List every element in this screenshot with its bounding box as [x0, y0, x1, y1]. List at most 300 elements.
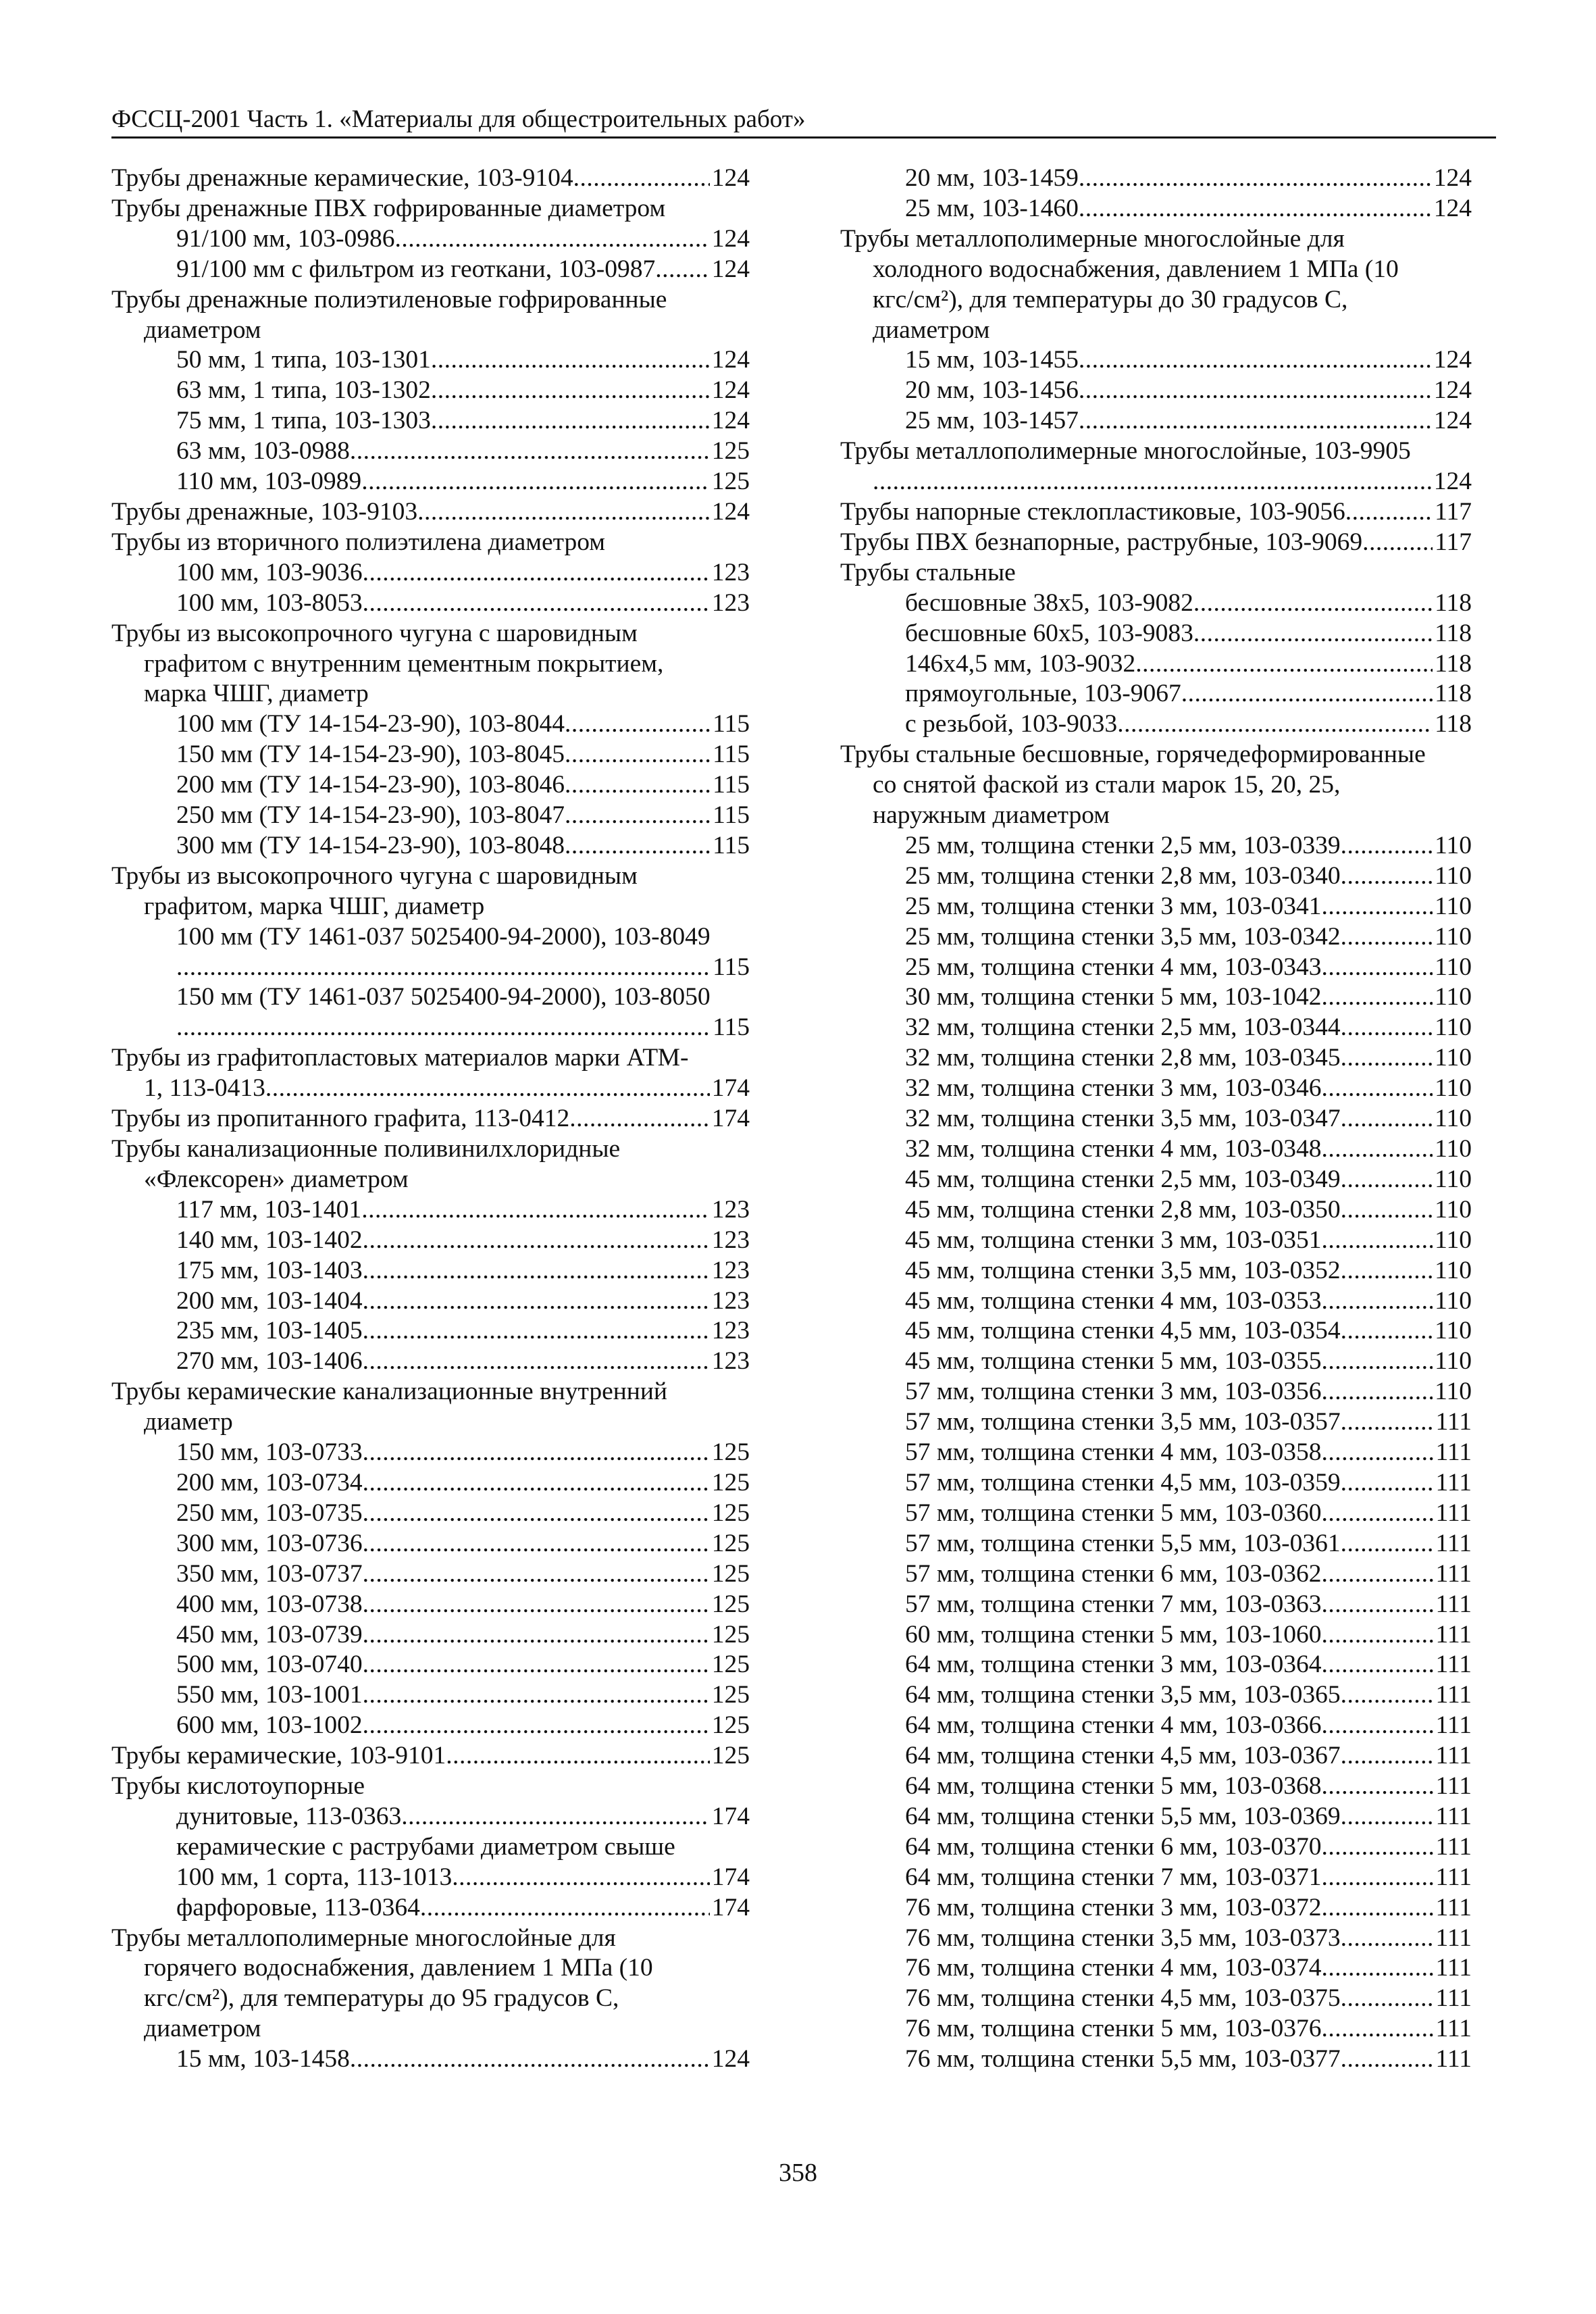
entry-text: 100 мм (ТУ 1461-037 5025400-94-2000), 103-8049 [176, 922, 711, 951]
dot-leader [1341, 922, 1433, 953]
index-entry [111, 953, 750, 983]
index-entry [840, 770, 1472, 801]
entry-page-number: 124 [711, 407, 750, 435]
dot-leader [363, 1256, 710, 1286]
index-entry [111, 982, 750, 1013]
dot-leader [1321, 1347, 1433, 1377]
dot-leader [565, 770, 711, 801]
entry-page-number: 111 [1435, 1893, 1472, 1921]
entry-text: прямоугольные, 103-9067 [905, 680, 1181, 708]
entry-text: кгс/см²), для температуры до 30 градусов С, [873, 285, 1348, 313]
entry-page-number: 123 [711, 1195, 750, 1224]
entry-text: 57 мм, толщина стенки 3,5 мм, 103-0357 [905, 1408, 1341, 1436]
index-entry [111, 861, 750, 892]
entry-page-number: 125 [711, 1651, 750, 1679]
entry-text: 250 мм, 103-0735 [176, 1499, 363, 1527]
entry-text: 32 мм, толщина стенки 3,5 мм, 103-0347 [905, 1105, 1341, 1133]
entry-page-number: 174 [711, 1074, 750, 1103]
index-entry [111, 1104, 750, 1134]
entry-text: 64 мм, толщина стенки 6 мм, 103-0370 [905, 1832, 1322, 1861]
entry-page-number: 174 [711, 1863, 750, 1891]
entry-page-number: 124 [1433, 346, 1472, 374]
entry-page-number: 111 [1435, 1954, 1472, 1982]
index-entry [840, 255, 1472, 285]
entry-page-number: 111 [1435, 1529, 1472, 1557]
entry-text: марка ЧШГ, диаметр [144, 680, 369, 708]
entry-page-number: 125 [711, 1590, 750, 1618]
entry-text: со снятой фаской из стали марок 15, 20, 25, [873, 771, 1341, 799]
index-entry [111, 922, 750, 953]
index-entry [840, 1074, 1472, 1104]
index-entry [840, 982, 1472, 1013]
entry-text: диаметром [144, 316, 261, 344]
index-entry [111, 1316, 750, 1347]
dot-leader [1117, 709, 1433, 740]
index-entry [840, 285, 1472, 316]
entry-page-number: 115 [713, 801, 750, 830]
dot-leader [1079, 406, 1432, 436]
entry-text: 450 мм, 103-0739 [176, 1620, 363, 1649]
entry-text: 76 мм, толщина стенки 4 мм, 103-0374 [905, 1954, 1322, 1982]
index-column-right [840, 164, 1472, 2075]
entry-text: 64 мм, толщина стенки 3 мм, 103-0364 [905, 1651, 1322, 1679]
entry-page-number: 110 [1435, 1105, 1472, 1133]
page-number: 358 [779, 2159, 817, 2187]
dot-leader [363, 588, 710, 619]
entry-page-number: 110 [1435, 1378, 1472, 1406]
entry-page-number: 110 [1435, 1317, 1472, 1345]
dot-leader [1341, 831, 1433, 861]
index-entry [840, 345, 1472, 376]
entry-text: 45 мм, толщина стенки 5 мм, 103-0355 [905, 1347, 1322, 1376]
entry-text: бесшовные 60х5, 103-9083 [905, 619, 1193, 647]
entry-text: Трубы из вторичного полиэтилена диаметром [111, 528, 606, 556]
entry-text: Трубы металлополимерные многослойные для [840, 224, 1345, 253]
dot-leader [363, 1347, 710, 1377]
entry-text: 45 мм, толщина стенки 2,8 мм, 103-0350 [905, 1195, 1341, 1224]
dot-leader [1193, 588, 1433, 619]
index-entry [111, 1711, 750, 1741]
entry-text: 75 мм, 1 типа, 103-1303 [176, 407, 431, 435]
index-entry [111, 1802, 750, 1832]
dot-leader [363, 1226, 710, 1256]
dot-leader [1321, 1559, 1433, 1590]
dot-leader [1321, 1377, 1433, 1407]
entry-page-number: 125 [711, 1468, 750, 1496]
entry-text: 300 мм (ТУ 14-154-23-90), 103-8048 [176, 831, 565, 859]
entry-page-number: 110 [1435, 1286, 1472, 1315]
entry-text: наружным диаметром [873, 801, 1110, 830]
index-entry [840, 2014, 1472, 2044]
entry-text: 140 мм, 103-1402 [176, 1226, 363, 1254]
entry-page-number: 123 [711, 1347, 750, 1376]
index-entry [111, 1377, 750, 1407]
dot-leader [452, 1863, 710, 1893]
entry-text: 25 мм, толщина стенки 3,5 мм, 103-0342 [905, 922, 1341, 951]
entry-page-number: 125 [711, 1559, 750, 1588]
dot-leader [1321, 1953, 1433, 1984]
dot-leader [1181, 679, 1433, 709]
entry-page-number: 111 [1435, 1408, 1472, 1436]
index-entry [111, 436, 750, 467]
entry-text: 63 мм, 1 типа, 103-1302 [176, 376, 431, 405]
dot-leader [1079, 164, 1432, 194]
index-entry [111, 285, 750, 316]
entry-text: 20 мм, 103-1459 [905, 164, 1079, 192]
entry-text: Трубы из высокопрочного чугуна с шаровидным [111, 861, 638, 890]
entry-text: 64 мм, толщина стенки 7 мм, 103-0371 [905, 1863, 1322, 1891]
index-entry [111, 316, 750, 346]
entry-page-number: 124 [711, 346, 750, 374]
index-entry [840, 1256, 1472, 1286]
entry-text: Трубы из пропитанного графита, 113-0412 [111, 1105, 570, 1133]
entry-page-number: 115 [713, 771, 750, 799]
index-entry [111, 740, 750, 770]
dot-leader [1341, 1013, 1433, 1043]
entry-text: 64 мм, толщина стенки 5 мм, 103-0368 [905, 1772, 1322, 1801]
index-entry [111, 224, 750, 255]
entry-page-number: 125 [711, 1711, 750, 1740]
index-entry [840, 316, 1472, 346]
entry-text: 110 мм, 103-0989 [176, 468, 362, 496]
entry-page-number: 115 [713, 953, 750, 981]
entry-text: 57 мм, толщина стенки 4,5 мм, 103-0359 [905, 1468, 1341, 1496]
dot-leader [1079, 376, 1432, 406]
entry-text: 57 мм, толщина стенки 5,5 мм, 103-0361 [905, 1529, 1341, 1557]
entry-text: с резьбой, 103-9033 [905, 710, 1118, 738]
entry-text: графитом, марка ЧШГ, диаметр [144, 892, 485, 920]
dot-leader [1135, 649, 1433, 680]
index-entry [111, 255, 750, 285]
entry-text: 64 мм, толщина стенки 4,5 мм, 103-0367 [905, 1742, 1341, 1770]
entry-text: 76 мм, толщина стенки 3,5 мм, 103-0373 [905, 1923, 1341, 1952]
entry-page-number: 117 [1435, 497, 1472, 526]
entry-page-number: 124 [711, 164, 750, 192]
entry-text: 57 мм, толщина стенки 4 мм, 103-0358 [905, 1438, 1322, 1467]
index-entry [111, 1923, 750, 1954]
running-header: ФССЦ-2001 Часть 1. «Материалы для общестроительных работ» [111, 105, 806, 133]
dot-leader [395, 224, 710, 255]
entry-text: 146х4,5 мм, 103-9032 [905, 649, 1136, 678]
dot-leader [1341, 1802, 1434, 1832]
entry-page-number: 110 [1435, 1195, 1472, 1224]
entry-page-number: 110 [1435, 1135, 1472, 1163]
dot-leader [1362, 528, 1433, 558]
dot-leader [363, 1316, 710, 1347]
index-entry [111, 1680, 750, 1711]
dot-leader [363, 558, 710, 588]
dot-leader [363, 1468, 710, 1499]
index-entry [840, 861, 1472, 892]
entry-page-number: 125 [711, 1499, 750, 1527]
dot-leader [265, 1074, 710, 1104]
entry-text: 100 мм, 103-9036 [176, 558, 363, 586]
dot-leader [363, 1529, 710, 1559]
index-entry [111, 770, 750, 801]
entry-page-number: 174 [711, 1802, 750, 1830]
entry-page-number: 110 [1435, 983, 1472, 1011]
entry-text: дунитовые, 113-0363 [176, 1802, 402, 1830]
index-entry [840, 164, 1472, 194]
dot-leader [873, 467, 1432, 497]
entry-text: Трубы из графитопластовых материалов марки АТМ- [111, 1044, 689, 1072]
dot-leader [1341, 2044, 1434, 2075]
dot-leader [1341, 1741, 1434, 1771]
index-entry [840, 406, 1472, 436]
dot-leader [1321, 1893, 1433, 1923]
entry-text: Трубы керамические канализационные внутренний [111, 1378, 668, 1406]
index-entry [840, 1832, 1472, 1863]
dot-leader [420, 1893, 710, 1923]
dot-leader [1321, 1438, 1433, 1468]
index-entry [111, 164, 750, 194]
index-entry [840, 558, 1472, 588]
index-entry [111, 709, 750, 740]
dot-leader [1321, 892, 1433, 922]
index-entry [111, 558, 750, 588]
dot-leader [363, 1499, 710, 1529]
entry-text: 300 мм, 103-0736 [176, 1529, 363, 1557]
index-entry [840, 1590, 1472, 1620]
entry-page-number: 111 [1435, 2015, 1472, 2043]
entry-page-number: 111 [1435, 1438, 1472, 1467]
entry-text: 25 мм, 103-1457 [905, 407, 1079, 435]
entry-text: керамические с раструбами диаметром свыше [176, 1832, 675, 1861]
entry-page-number: 124 [711, 224, 750, 253]
index-entry [840, 1620, 1472, 1651]
entry-text: 76 мм, толщина стенки 3 мм, 103-0372 [905, 1893, 1322, 1921]
dot-leader [363, 1590, 710, 1620]
index-entry [840, 1802, 1472, 1832]
index-entry [111, 1620, 750, 1651]
index-entry [840, 2044, 1472, 2075]
entry-page-number: 111 [1435, 1742, 1472, 1770]
dot-leader [1321, 953, 1433, 983]
index-entry [111, 376, 750, 406]
entry-page-number: 124 [1433, 468, 1472, 496]
index-entry [840, 528, 1472, 558]
index-entry [111, 1953, 750, 1984]
index-entry [840, 1771, 1472, 1802]
entry-page-number: 124 [1433, 376, 1472, 405]
entry-text: 45 мм, толщина стенки 2,5 мм, 103-0349 [905, 1165, 1341, 1193]
entry-page-number: 110 [1435, 1256, 1472, 1284]
index-entry [840, 1680, 1472, 1711]
index-entry [111, 1832, 750, 1863]
index-entry [840, 1468, 1472, 1499]
index-entry [840, 1923, 1472, 1954]
entry-page-number: 123 [711, 588, 750, 617]
entry-text: Трубы дренажные, 103-9103 [111, 497, 418, 526]
index-entry [840, 1316, 1472, 1347]
entry-page-number: 110 [1435, 953, 1472, 981]
dot-leader [1341, 1043, 1433, 1074]
dot-leader [1341, 1165, 1433, 1195]
index-entry [111, 1893, 750, 1923]
entry-page-number: 118 [1435, 649, 1472, 678]
entry-text: 200 мм, 103-1404 [176, 1286, 363, 1315]
dot-leader [350, 2044, 710, 2075]
index-entry [111, 1590, 750, 1620]
dot-leader [446, 1741, 709, 1771]
entry-page-number: 110 [1435, 892, 1472, 920]
entry-text: кгс/см²), для температуры до 95 градусов С, [144, 1984, 619, 2013]
entry-text: 270 мм, 103-1406 [176, 1347, 363, 1376]
dot-leader [1341, 1923, 1434, 1954]
dot-leader [363, 1711, 710, 1741]
entry-text: 25 мм, 103-1460 [905, 194, 1079, 222]
entry-text: 25 мм, толщина стенки 2,5 мм, 103-0339 [905, 831, 1341, 859]
entry-text: 15 мм, 103-1455 [905, 346, 1079, 374]
index-entry [111, 1529, 750, 1559]
entry-text: 57 мм, толщина стенки 5 мм, 103-0360 [905, 1499, 1322, 1527]
entry-page-number: 111 [1435, 1620, 1472, 1649]
entry-page-number: 123 [711, 1226, 750, 1254]
dot-leader [363, 1650, 710, 1680]
entry-text: 20 мм, 103-1456 [905, 376, 1079, 405]
entry-text: 15 мм, 103-1458 [176, 2045, 350, 2073]
entry-text: 45 мм, толщина стенки 4,5 мм, 103-0354 [905, 1317, 1341, 1345]
index-entry [111, 1134, 750, 1165]
entry-page-number: 111 [1435, 1923, 1472, 1952]
entry-text: 250 мм (ТУ 14-154-23-90), 103-8047 [176, 801, 565, 830]
entry-page-number: 115 [713, 1013, 750, 1042]
index-entry [111, 1043, 750, 1074]
entry-page-number: 118 [1435, 710, 1472, 738]
dot-leader [569, 1104, 709, 1134]
index-entry [111, 1863, 750, 1893]
entry-text: 200 мм (ТУ 14-154-23-90), 103-8046 [176, 771, 565, 799]
entry-page-number: 111 [1435, 1832, 1472, 1861]
dot-leader [655, 255, 710, 285]
entry-page-number: 111 [1435, 1468, 1472, 1496]
dot-leader [1321, 1832, 1433, 1863]
entry-text: 64 мм, толщина стенки 5,5 мм, 103-0369 [905, 1802, 1341, 1830]
index-entry [111, 1074, 750, 1104]
index-entry [111, 1559, 750, 1590]
entry-text: 32 мм, толщина стенки 2,8 мм, 103-0345 [905, 1044, 1341, 1072]
entry-text: 150 мм (ТУ 14-154-23-90), 103-8045 [176, 740, 565, 769]
entry-text: 100 мм (ТУ 14-154-23-90), 103-8044 [176, 710, 565, 738]
entry-text: 30 мм, толщина стенки 5 мм, 103-1042 [905, 983, 1322, 1011]
index-entry [840, 953, 1472, 983]
dot-leader [431, 376, 710, 406]
dot-leader [1341, 1529, 1434, 1559]
dot-leader [1321, 1134, 1433, 1165]
entry-text: «Флексорен» диаметром [144, 1165, 409, 1193]
index-entry [840, 831, 1472, 861]
entry-text: 64 мм, толщина стенки 3,5 мм, 103-0365 [905, 1681, 1341, 1709]
entry-page-number: 125 [711, 1438, 750, 1467]
dot-leader [1321, 1771, 1433, 1802]
entry-page-number: 125 [711, 437, 750, 466]
index-entry [111, 801, 750, 831]
entry-page-number: 125 [711, 1620, 750, 1649]
dot-leader [1321, 2014, 1433, 2044]
index-entry [111, 1347, 750, 1377]
entry-text: Трубы дренажные полиэтиленовые гофрированные [111, 285, 667, 313]
entry-text: 235 мм, 103-1405 [176, 1317, 363, 1345]
index-entry [111, 1771, 750, 1802]
entry-page-number: 118 [1435, 680, 1472, 708]
dot-leader [417, 497, 710, 528]
dot-leader [1321, 982, 1433, 1013]
index-entry [111, 1468, 750, 1499]
index-entry [111, 497, 750, 528]
index-column-left [111, 164, 750, 2075]
index-entry [840, 1863, 1472, 1893]
entry-text: горячего водоснабжения, давлением 1 МПа (10 [144, 1954, 653, 1982]
entry-page-number: 124 [1433, 164, 1472, 192]
dot-leader [1321, 1499, 1433, 1529]
entry-text: Трубы дренажные керамические, 103-9104 [111, 164, 573, 192]
entry-text: 500 мм, 103-0740 [176, 1651, 363, 1679]
entry-text: Трубы керамические, 103-9101 [111, 1742, 446, 1770]
entry-page-number: 111 [1435, 1802, 1472, 1830]
index-entry [840, 619, 1472, 649]
entry-text: Трубы из высокопрочного чугуна с шаровидным [111, 619, 638, 647]
index-entry [111, 1650, 750, 1680]
entry-text: 45 мм, толщина стенки 3 мм, 103-0351 [905, 1226, 1322, 1254]
entry-text: диаметр [144, 1408, 233, 1436]
dot-leader [1341, 1104, 1433, 1134]
index-entry [840, 436, 1472, 467]
dot-leader [1321, 1620, 1433, 1651]
index-entry [840, 1711, 1472, 1741]
entry-text: 45 мм, толщина стенки 3,5 мм, 103-0352 [905, 1256, 1341, 1284]
entry-page-number: 123 [711, 1286, 750, 1315]
dot-leader [1341, 1195, 1433, 1226]
entry-text: Трубы напорные стеклопластиковые, 103-9056 [840, 497, 1345, 526]
entry-text: 57 мм, толщина стенки 6 мм, 103-0362 [905, 1559, 1322, 1588]
entry-text: 25 мм, толщина стенки 2,8 мм, 103-0340 [905, 861, 1341, 890]
index-entry [840, 1165, 1472, 1195]
index-entry [840, 1984, 1472, 2014]
entry-page-number: 111 [1435, 1681, 1472, 1709]
index-entry [111, 1741, 750, 1771]
index-entry [840, 1499, 1472, 1529]
entry-text: 25 мм, толщина стенки 3 мм, 103-0341 [905, 892, 1322, 920]
dot-leader [431, 406, 710, 436]
entry-text: Трубы кислотоупорные [111, 1772, 365, 1801]
index-entry [111, 2044, 750, 2075]
dot-leader [573, 164, 710, 194]
index-entry [840, 497, 1472, 528]
entry-text: Трубы ПВХ безнапорные, раструбные, 103-9069 [840, 528, 1363, 556]
entry-text: Трубы стальные бесшовные, горячедеформированные [840, 740, 1426, 769]
index-entry [840, 679, 1472, 709]
dot-leader [401, 1802, 709, 1832]
dot-leader [350, 436, 710, 467]
entry-page-number: 111 [1435, 1590, 1472, 1618]
index-entry [111, 528, 750, 558]
entry-page-number: 111 [1435, 1711, 1472, 1740]
dot-leader [1341, 861, 1433, 892]
index-entry [111, 831, 750, 861]
entry-page-number: 110 [1435, 1044, 1472, 1072]
header-rule [111, 136, 1496, 139]
entry-page-number: 174 [711, 1105, 750, 1133]
index-entry [840, 1893, 1472, 1923]
dot-leader [1321, 1711, 1433, 1741]
entry-page-number: 111 [1435, 1984, 1472, 2013]
entry-page-number: 124 [1433, 194, 1472, 222]
entry-text: Трубы металлополимерные многослойные для [111, 1923, 616, 1952]
entry-text: 117 мм, 103-1401 [176, 1195, 362, 1224]
entry-page-number: 124 [711, 255, 750, 283]
index-entry [840, 892, 1472, 922]
dot-leader [363, 1680, 710, 1711]
